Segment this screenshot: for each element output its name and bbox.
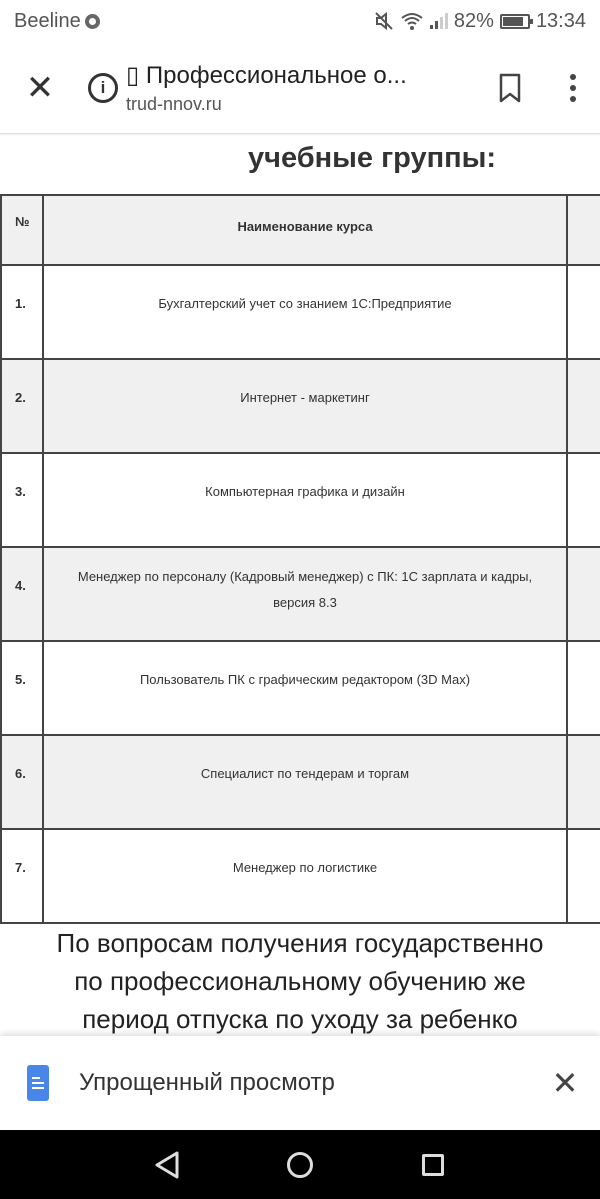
row-extra-cell — [567, 641, 600, 735]
row-extra-cell — [567, 359, 600, 453]
row-number: 4. — [1, 547, 43, 641]
table-header-row — [1, 195, 600, 265]
carrier-name: Beeline — [14, 9, 81, 32]
battery-fill — [503, 17, 523, 26]
title-block — [126, 61, 475, 115]
course-name: Интернет - маркетинг — [43, 359, 567, 453]
row-extra-cell — [567, 265, 600, 359]
more-menu-button[interactable] — [545, 42, 600, 134]
signal-icon — [430, 13, 448, 29]
table-row — [1, 359, 600, 453]
table-row — [1, 641, 600, 735]
status-bar — [0, 0, 600, 42]
row-number: 5. — [1, 641, 43, 735]
table-row — [1, 735, 600, 829]
row-number: 7. — [1, 829, 43, 923]
simplified-view-close-button[interactable] — [530, 1036, 600, 1130]
row-number: 6. — [1, 735, 43, 829]
course-name: Компьютерная графика и дизайн — [43, 453, 567, 547]
footer-paragraph — [0, 924, 600, 1038]
table-row — [1, 265, 600, 359]
simplified-view-bar[interactable] — [0, 1036, 600, 1130]
home-button[interactable] — [234, 1130, 367, 1199]
row-extra-cell — [567, 453, 600, 547]
page-url: trud-nnov.ru — [126, 93, 222, 114]
close-icon: ✕ — [25, 68, 55, 107]
table-row — [1, 453, 600, 547]
row-extra-cell — [567, 735, 600, 829]
info-icon[interactable]: i — [88, 73, 118, 103]
recents-icon — [422, 1154, 444, 1176]
wifi-icon — [400, 11, 424, 31]
mute-icon — [374, 11, 394, 31]
back-icon — [153, 1150, 181, 1180]
page-title: ▯ Профессиональное о... — [126, 61, 407, 89]
course-name: Менеджер по персоналу (Кадровый менеджер) с ПК: 1С зарплата и кадры, версия 8.3 — [43, 547, 567, 641]
header-number: № — [1, 195, 43, 265]
bookmark-icon — [498, 73, 522, 103]
battery-icon — [500, 14, 530, 29]
menu-dot-icon — [570, 85, 576, 91]
courses-table — [0, 194, 600, 924]
footer-line: По вопросам получения государственно — [56, 928, 544, 958]
course-name: Бухгалтерский учет со знанием 1С:Предприятие — [43, 265, 567, 359]
course-name: Пользователь ПК с графическим редактором (3D Max) — [43, 641, 567, 735]
clock: 13:34 — [535, 9, 586, 32]
course-name: Специалист по тендерам и торгам — [43, 735, 567, 829]
close-button[interactable] — [0, 42, 80, 134]
header-course-name: Наименование курса — [43, 195, 567, 265]
footer-line: по профессиональному обучению же — [74, 966, 526, 996]
row-number: 3. — [1, 453, 43, 547]
recents-button[interactable] — [367, 1130, 500, 1199]
section-heading: учебные группы: — [248, 142, 497, 174]
menu-dot-icon — [570, 74, 576, 80]
simplified-view-label[interactable]: Упрощенный просмотр — [79, 1069, 335, 1096]
row-number: 2. — [1, 359, 43, 453]
table-row — [1, 829, 600, 923]
app-bar — [0, 42, 600, 134]
course-name: Менеджер по логистике — [43, 829, 567, 923]
row-extra-cell — [567, 547, 600, 641]
navigation-bar — [0, 1130, 600, 1199]
battery-percent: 82% — [453, 9, 494, 32]
close-icon: ✕ — [551, 1065, 579, 1101]
home-icon — [287, 1152, 313, 1178]
table-row — [1, 547, 600, 641]
bookmark-button[interactable] — [475, 42, 545, 134]
footer-line: период отпуска по уходу за ребенко — [82, 1004, 518, 1034]
back-button[interactable] — [101, 1130, 234, 1199]
document-icon — [27, 1065, 49, 1101]
chrome-icon — [85, 14, 100, 29]
row-extra-cell — [567, 829, 600, 923]
menu-dot-icon — [570, 96, 576, 102]
header-extra — [567, 195, 600, 265]
row-number: 1. — [1, 265, 43, 359]
